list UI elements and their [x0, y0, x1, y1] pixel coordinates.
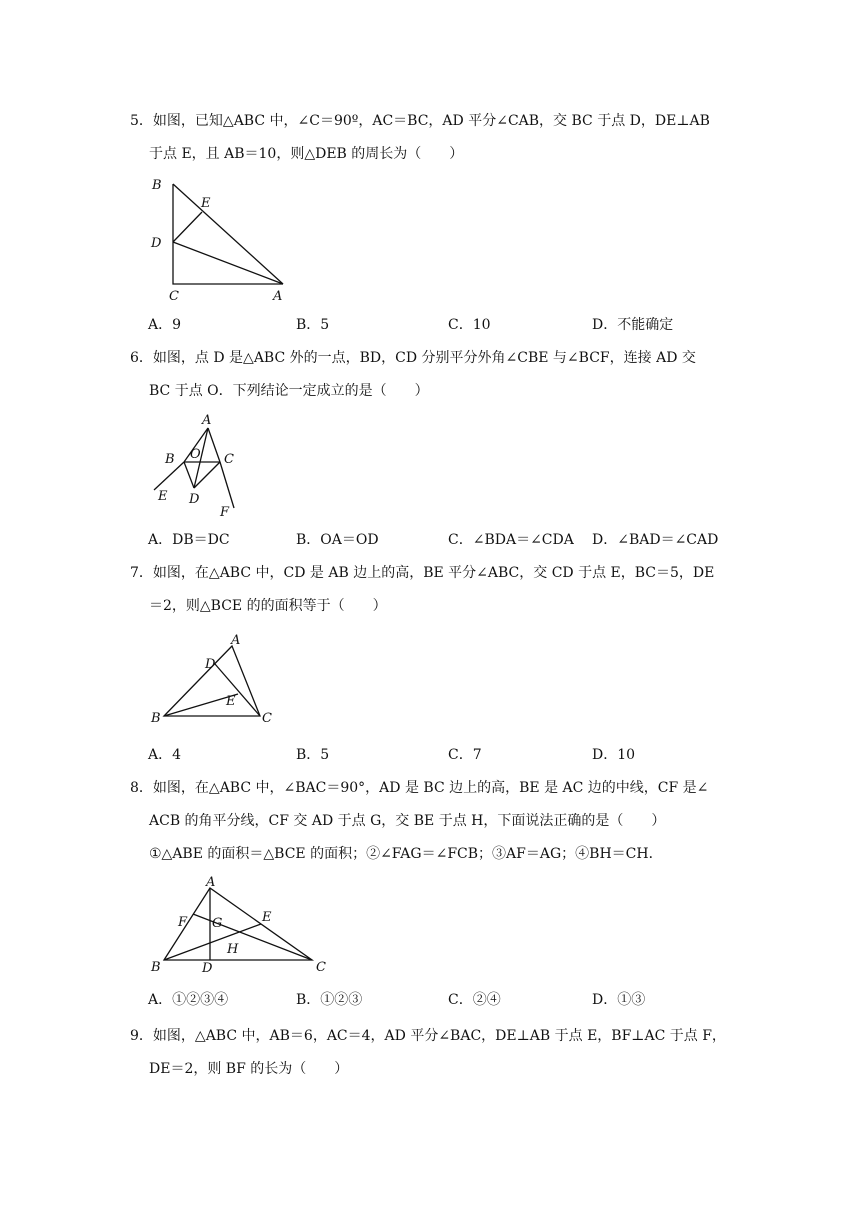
option-c[interactable]: C．10 [448, 317, 491, 333]
q6-segment-ac [208, 428, 220, 462]
question-7-options [148, 744, 748, 768]
question-8-line-2: ACB 的角平分线，CF 交 AD 于点 G，交 BE 于点 H，下面说法正确的是（ ） [149, 813, 666, 829]
question-7-line-2: ＝2，则△BCE 的的面积等于（ ） [149, 598, 387, 614]
figure-q5 [148, 172, 298, 307]
question-6 [130, 342, 740, 408]
question-5 [130, 105, 740, 171]
question-6-line-2: BC 于点 O．下列结论一定成立的是（ ） [149, 383, 429, 399]
option-c[interactable]: C．7 [448, 747, 482, 763]
q8-label-g: G [212, 916, 223, 931]
option-b[interactable]: B．5 [296, 747, 330, 763]
q8-label-f: F [178, 915, 188, 930]
question-8-line-1: 8．如图，在△ABC 中，∠BAC＝90°，AD 是 BC 边上的高，BE 是 AC 边的中线，CF 是∠ [130, 780, 709, 796]
figure-q6 [148, 408, 258, 518]
question-7-line-1: 7．如图，在△ABC 中，CD 是 AB 边上的高，BE 平分∠ABC，交 CD 于点 E，BC＝5，DE [130, 565, 715, 581]
q8-segment-cf [193, 914, 312, 960]
figure-q8 [148, 876, 338, 976]
q5-label-d: D [151, 236, 162, 251]
q6-label-o: O [190, 447, 201, 462]
option-d[interactable]: D．∠BAD＝∠CAD [592, 532, 719, 548]
question-5-line-1: 5．如图，已知△ABC 中，∠C＝90º，AC＝BC，AD 平分∠CAB，交 BC 于点 D，DE⊥AB [130, 113, 710, 129]
q5-segment-da [173, 242, 283, 284]
q6-label-c: C [224, 452, 234, 467]
option-c[interactable]: C．∠BDA＝∠CDA [448, 532, 574, 548]
question-6-line-1: 6．如图，点 D 是△ABC 外的一点，BD，CD 分别平分外角∠CBE 与∠BCF，连接 AD 交 [130, 350, 696, 366]
q8-label-a: A [206, 875, 216, 890]
question-8 [130, 772, 740, 871]
q6-label-a: A [202, 413, 212, 428]
question-5-line-2: 于点 E，且 AB＝10，则△DEB 的周长为（ ） [149, 146, 464, 162]
question-number: 7． [130, 565, 153, 581]
option-b[interactable]: B．OA＝OD [296, 532, 379, 548]
question-number: 8． [130, 780, 153, 796]
q5-label-a: A [273, 289, 283, 304]
option-a[interactable]: A．4 [148, 747, 182, 763]
question-8-line-3: ①△ABE 的面积＝△BCE 的面积；②∠FAG＝∠FCB；③AF＝AG；④BH＝CH． [149, 846, 663, 862]
q8-label-e: E [262, 910, 272, 925]
question-number: 9． [130, 1028, 153, 1044]
option-a[interactable]: A．DB＝DC [148, 532, 230, 548]
option-a[interactable]: A．9 [148, 317, 182, 333]
q5-segment-ba [173, 184, 283, 284]
q7-segment-cd [215, 664, 260, 716]
question-6-options [148, 529, 748, 553]
option-d[interactable]: D．①③ [592, 992, 646, 1008]
question-9-line-2: DE＝2，则 BF 的长为（ ） [149, 1061, 349, 1077]
option-d[interactable]: D．不能确定 [592, 317, 674, 333]
q5-label-b: B [152, 178, 162, 193]
q6-segment-bd [184, 462, 194, 488]
q7-label-b: B [151, 711, 161, 726]
q5-segment-de [173, 212, 202, 242]
option-c[interactable]: C．②④ [448, 992, 501, 1008]
figure-q7 [148, 630, 283, 730]
question-5-options [148, 314, 748, 338]
q7-label-d: D [205, 657, 216, 672]
q6-segment-cf-extended [220, 462, 234, 508]
q6-segment-cd [194, 462, 220, 488]
q6-label-d: D [189, 492, 200, 507]
option-a[interactable]: A．①②③④ [148, 992, 229, 1008]
option-d[interactable]: D．10 [592, 747, 636, 763]
question-7 [130, 557, 740, 623]
question-8-options [148, 989, 748, 1013]
q8-label-c: C [316, 960, 326, 975]
question-9 [130, 1020, 740, 1086]
q8-label-b: B [151, 960, 161, 975]
question-number: 5． [130, 113, 153, 129]
q8-label-d: D [202, 961, 213, 976]
q5-label-e: E [201, 196, 211, 211]
q7-label-c: C [262, 711, 272, 726]
q6-label-e: E [158, 489, 168, 504]
question-9-line-1: 9．如图，△ABC 中，AB＝6，AC＝4，AD 平分∠BAC，DE⊥AB 于点 E，BF⊥AC 于点 F， [130, 1028, 726, 1044]
q6-label-f: F [220, 505, 230, 520]
q7-label-e: E [226, 694, 236, 709]
q7-label-a: A [231, 633, 241, 648]
q8-label-h: H [227, 942, 239, 957]
q6-label-b: B [165, 452, 175, 467]
option-b[interactable]: B．①②③ [296, 992, 363, 1008]
q5-label-c: C [169, 289, 179, 304]
option-b[interactable]: B．5 [296, 317, 330, 333]
question-number: 6． [130, 350, 153, 366]
